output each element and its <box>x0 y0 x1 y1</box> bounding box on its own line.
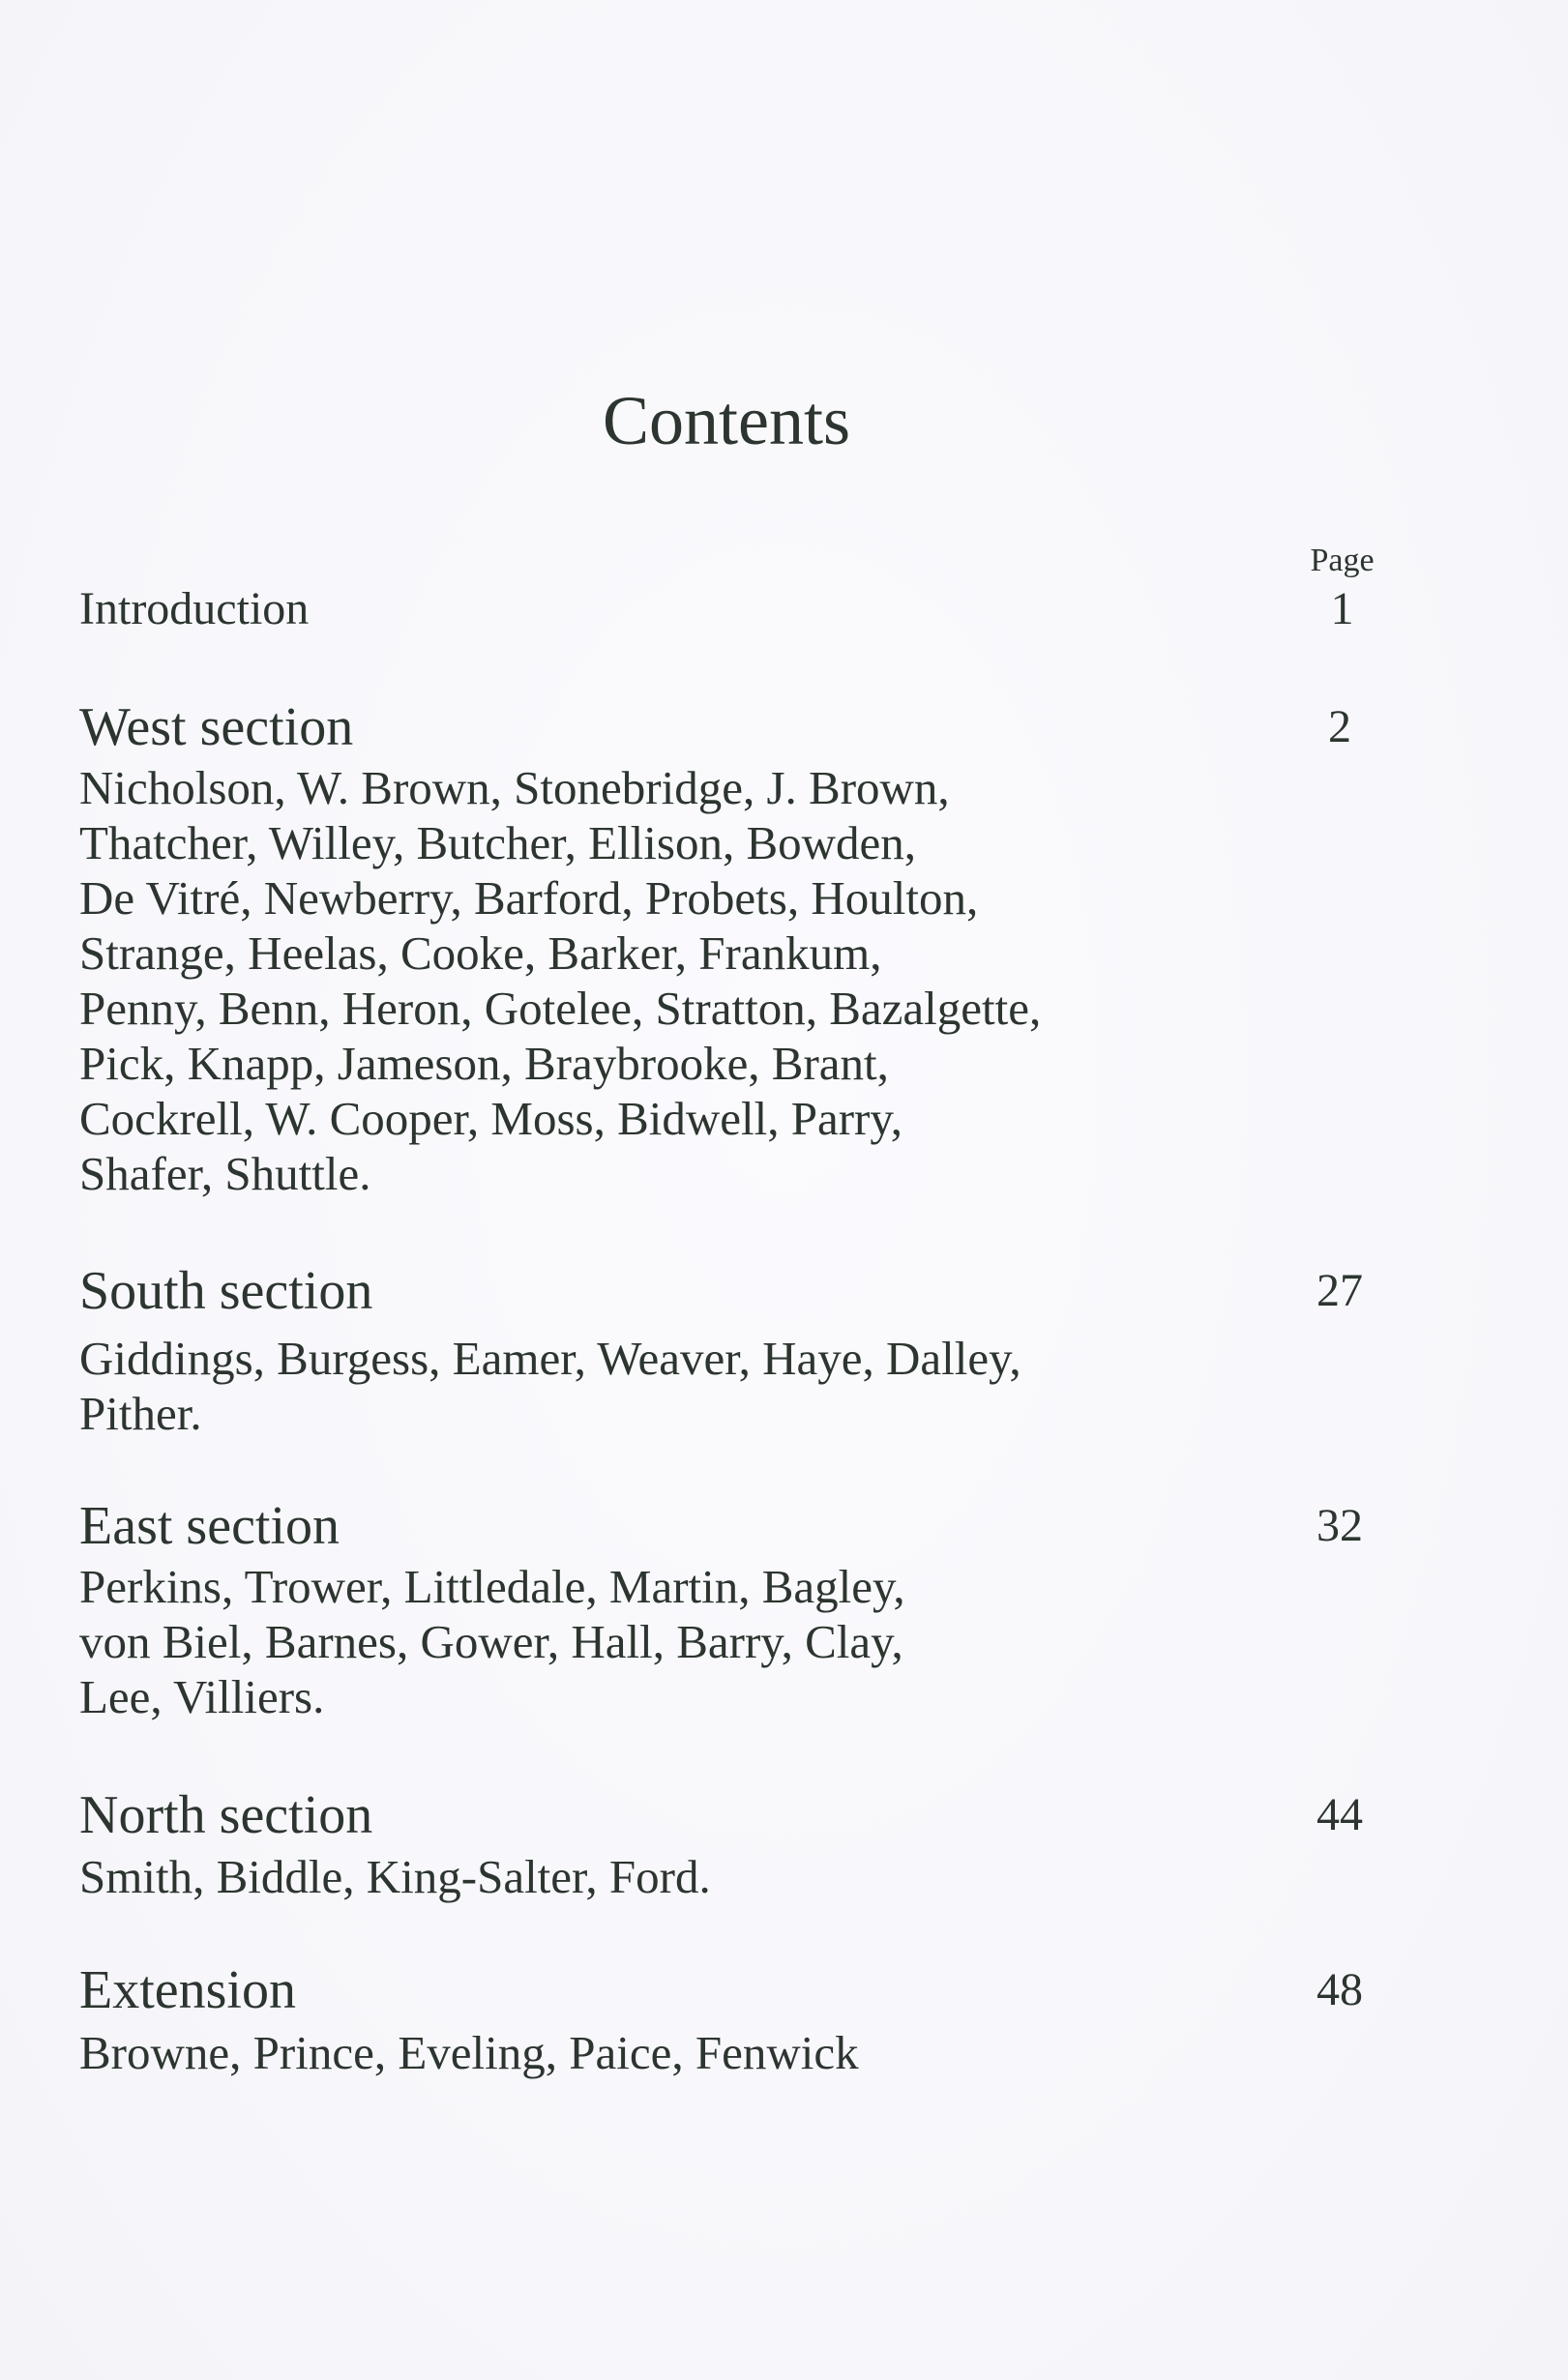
names-line: Penny, Benn, Heron, Gotelee, Stratton, Bazalgette, <box>79 982 1042 1035</box>
toc-page-west: 2 <box>1328 701 1351 752</box>
toc-page-north: 44 <box>1317 1789 1363 1840</box>
names-line: Giddings, Burgess, Eamer, Weaver, Haye, Dalley, <box>79 1332 1021 1385</box>
page-title: Contents <box>602 382 850 459</box>
names-line: Perkins, Trower, Littledale, Martin, Bagley, <box>79 1560 905 1613</box>
toc-page-east: 32 <box>1317 1500 1363 1551</box>
toc-page-introduction: 1 <box>1330 583 1354 634</box>
names-line: Cockrell, W. Cooper, Moss, Bidwell, Parry, <box>79 1092 902 1145</box>
page-column-header: Page <box>1310 543 1375 578</box>
names-line: Nicholson, W. Brown, Stonebridge, J. Brown, <box>79 761 950 814</box>
names-line: Lee, Villiers. <box>79 1670 325 1723</box>
names-line: Shafer, Shuttle. <box>79 1147 371 1200</box>
toc-section-west: West section <box>79 697 354 757</box>
toc-entry-introduction: Introduction <box>79 583 310 634</box>
toc-page-extension: 48 <box>1317 1964 1363 2015</box>
toc-section-south: South section <box>79 1261 373 1321</box>
toc-section-extension: Extension <box>79 1960 296 2020</box>
names-line: Pick, Knapp, Jameson, Braybrooke, Brant, <box>79 1037 889 1090</box>
names-line: De Vitré, Newberry, Barford, Probets, Houlton, <box>79 871 979 925</box>
names-line: Strange, Heelas, Cooke, Barker, Frankum, <box>79 926 882 980</box>
names-line: Browne, Prince, Eveling, Paice, Fenwick <box>79 2026 859 2079</box>
toc-page-south: 27 <box>1317 1265 1363 1316</box>
toc-section-east: East section <box>79 1496 340 1556</box>
toc-section-north: North section <box>79 1785 373 1845</box>
names-line: Pither. <box>79 1387 202 1440</box>
names-line: Smith, Biddle, King-Salter, Ford. <box>79 1850 711 1903</box>
names-line: Thatcher, Willey, Butcher, Ellison, Bowden, <box>79 816 917 869</box>
names-line: von Biel, Barnes, Gower, Hall, Barry, Clay, <box>79 1615 903 1668</box>
